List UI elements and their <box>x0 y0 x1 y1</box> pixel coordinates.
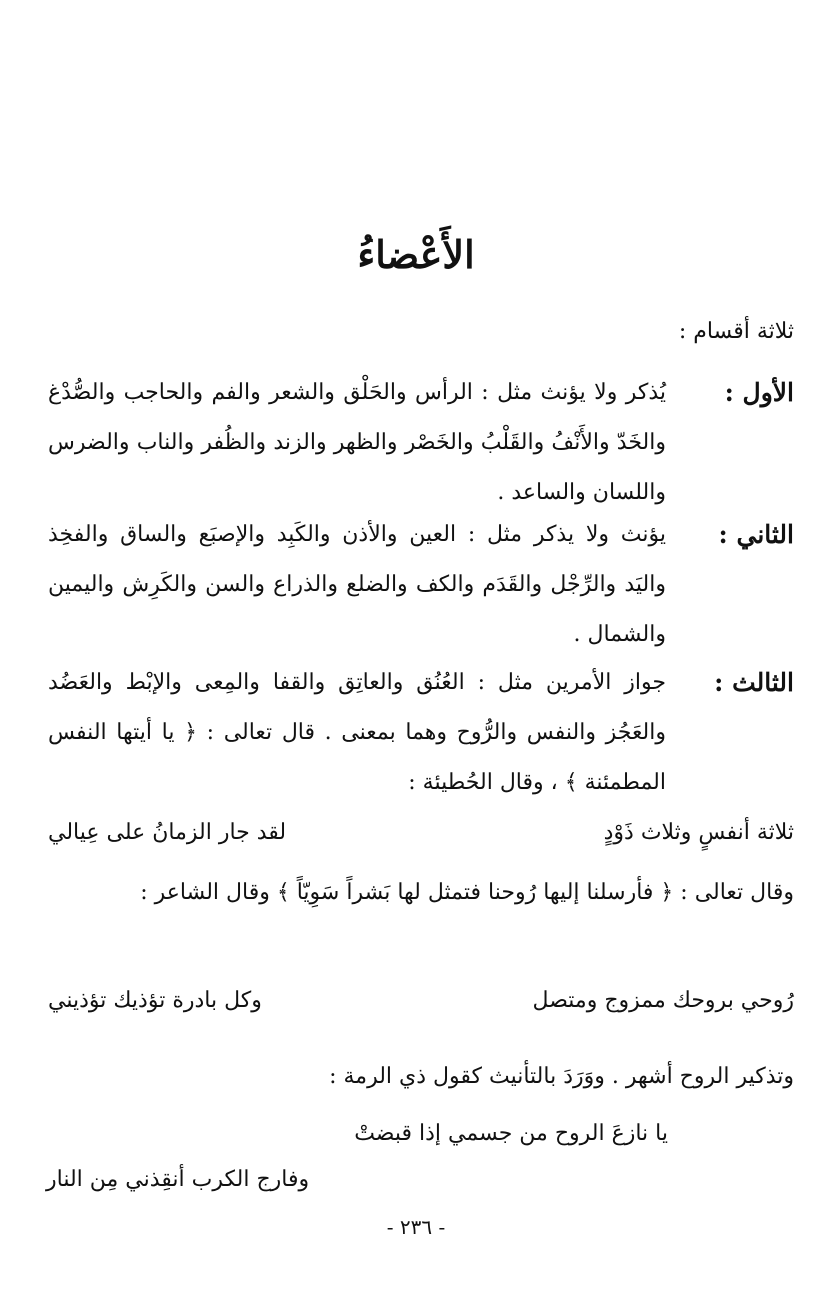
verse-first-hemistich: ثلاثة أنفسٍ وثلاث ذَوْدٍ <box>603 820 794 845</box>
verse-poet <box>48 976 794 1026</box>
section-label: الثاني : <box>718 520 794 549</box>
section-second <box>48 510 794 660</box>
paragraph-quran-quote: وقال تعالى : ﴿ فأرسلنا إليها رُوحنا فتمثل لها بَشراً سَوِيّاً ﴾ وقال الشاعر : <box>140 880 794 905</box>
section-third <box>48 658 794 808</box>
section-label: الثالث : <box>714 668 794 697</box>
intro-line: ثلاثة أقسام : <box>678 319 794 344</box>
section-first <box>48 368 794 518</box>
section-text: جواز الأمرين مثل : العُنُق والعاتِق والقفا والمِعى والإبْط والعَضُد والعَجُز والنفس والرُّوح وهما بمعنى . قال تعالى : ﴿ يا أيتها النفس المطمئنة ﴾ ، وقال الحُطيئة : <box>48 670 666 795</box>
verse-second-hemistich: لقد جار الزمانُ على عِيالي <box>48 820 287 845</box>
paragraph-dhi-rumma: وتذكير الروح أشهر . ووَرَدَ بالتأنيث كقول ذي الرمة : <box>329 1064 794 1089</box>
verse-hutayah <box>48 808 794 858</box>
verse-first-hemistich: رُوحي بروحك ممزوج ومتصل <box>532 988 794 1013</box>
section-label: الأول : <box>724 378 794 407</box>
verse-second-hemistich: وكل بادرة تؤذيك تؤذيني <box>48 988 262 1013</box>
verse-dhi-rumma-first: يا نازعَ الروح من جسمي إذا قبضتْ <box>354 1121 668 1146</box>
page-number: - ٢٣٦ - <box>386 1215 446 1239</box>
verse-dhi-rumma-second: وفارج الكرب أنقِذني مِن النار <box>46 1167 310 1192</box>
section-text: يُذكر ولا يؤنث مثل : الرأس والحَلْق والشعر والفم والحاجب والصُّدْغ والخَدّ والأَنْفُ والقَلْبُ والخَصْر والظهر والزند والظُفر والناب والضرس واللسان والساعد . <box>48 380 666 505</box>
page-title: الأَعْضاءُ <box>357 232 475 277</box>
section-text: يؤنث ولا يذكر مثل : العين والأذن والكَبِد والإصبَع والساق والفخِذ واليَد والرِّجْل والقَدَم والكف والضلع والذراع والسن والكَرِش واليمين والشمال . <box>48 522 666 647</box>
